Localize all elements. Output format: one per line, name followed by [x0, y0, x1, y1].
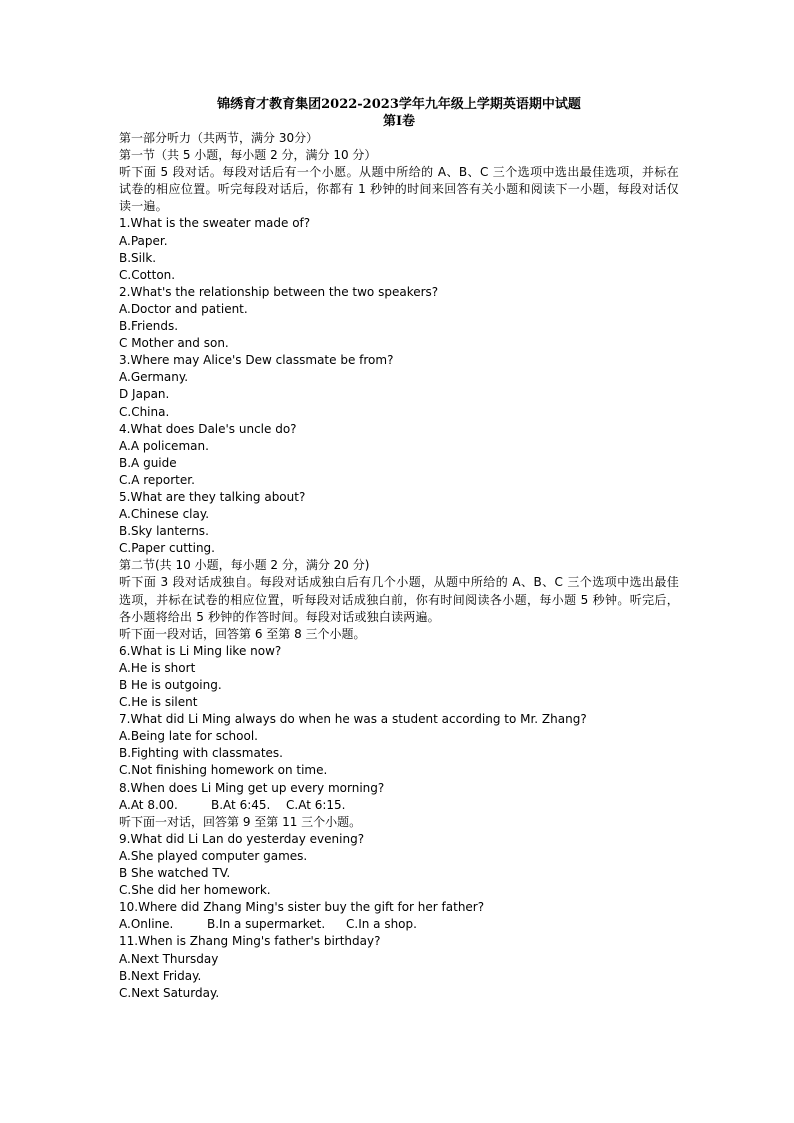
option: C.At 6:15.	[286, 797, 346, 812]
section1-heading: 第一节（共 5 小题，每小题 2 分，满分 10 分）	[119, 148, 377, 163]
option: C.In a shop.	[346, 917, 417, 932]
question-9: 9.What did Li Lan do yesterday evening?	[119, 831, 365, 846]
option: A.Doctor and patient.	[119, 301, 248, 316]
option: B.Silk.	[119, 250, 157, 265]
option: B.A guide	[119, 455, 177, 470]
option: C.She did her homework.	[119, 883, 271, 898]
question-8: 8.When does Li Ming get up every morning?	[119, 780, 385, 795]
group2-intro: 听下面一对话，回答第 9 至第 11 三个小题。	[119, 814, 362, 829]
question-3: 3.Where may Alice's Dew classmate be from?	[119, 353, 394, 368]
option: B.Friends.	[119, 319, 179, 334]
exam-content	[119, 96, 679, 1002]
option: B He is outgoing.	[119, 678, 222, 692]
group1-intro: 听下面一段对话，回答第 6 至第 8 三个小题。	[119, 626, 366, 641]
part1-heading: 第一部分听力（共两节，满分 30分）	[119, 131, 319, 145]
option: A.At 8.00.	[119, 797, 178, 812]
question-1: 1.What is the sweater made of?	[119, 216, 311, 231]
question-2: 2.What's the relationship between the two speakers?	[119, 284, 439, 299]
section2-heading: 第二节(共 10 小题，每小题 2 分，满分 20 分)	[119, 558, 370, 573]
option: B.Fighting with classmates.	[119, 746, 283, 761]
question-7: 7.What did Li Ming always do when he was a student according to Mr. Zhang?	[119, 712, 587, 727]
option: C.A reporter.	[119, 472, 195, 487]
option: C.Next Saturday.	[119, 985, 220, 1000]
question-11: 11.When is Zhang Ming's father's birthday?	[119, 934, 381, 949]
volume-label: 第I卷	[382, 114, 416, 129]
option: A.Online.	[119, 917, 174, 932]
option: C.Cotton.	[119, 267, 176, 282]
option: C.Not finishing homework on time.	[119, 763, 328, 778]
section1-instructions: 听下面 5 段对话。每段对话后有一个小愿。从题中所给的 A、B、C 三个选项中选出最佳选项，并标在试卷的相应位置。听完每段对话后，你都有 1 秒钟的时间来回答有关小题和阅读下一小题，每段对话仅读一遍。	[119, 165, 679, 214]
question-6: 6.What is Li Ming like now?	[119, 643, 282, 658]
option: A.Chinese clay.	[119, 507, 210, 522]
question-4: 4.What does Dale's uncle do?	[119, 421, 297, 436]
question-8-options	[119, 797, 679, 814]
question-10: 10.Where did Zhang Ming's sister buy the gift for her father?	[119, 900, 485, 915]
option: A.Being late for school.	[119, 729, 258, 744]
option: A.Germany.	[119, 370, 189, 385]
option: C.China.	[119, 404, 170, 419]
option: A.Paper.	[119, 233, 168, 248]
option: C Mother and son.	[119, 336, 229, 351]
option: B.Sky lanterns.	[119, 524, 209, 539]
option: B.At 6:45.	[211, 797, 271, 812]
option: A.A policeman.	[119, 438, 209, 453]
exam-title: 锦绣育才教育集团2022-2023学年九年级上学期英语期中试题	[217, 97, 581, 112]
question-10-options	[119, 916, 679, 933]
option: C.Paper cutting.	[119, 541, 215, 556]
option: A.Next Thursday	[119, 951, 219, 966]
option: B.In a supermarket.	[207, 917, 326, 932]
option: D Japan.	[119, 387, 170, 402]
option: C.He is silent	[119, 695, 198, 710]
question-5: 5.What are they talking about?	[119, 489, 306, 504]
option: A.She played computer games.	[119, 848, 308, 863]
option: B.Next Friday.	[119, 968, 202, 983]
option: B She watched TV.	[119, 866, 231, 881]
section2-instructions: 听下面 3 段对话成独自。每段对话成独白后有几个小题，从题中所给的 A、B、C 三个选项中选出最佳选项，并标在试卷的相应位置，听每段对话成独白前，你有时间阅读各小题，每小题 5 秒钟。听完后，各小题将给出 5 秒钟的作答时间。每段对话或独白读两遍。	[119, 575, 679, 624]
option: A.He is short	[119, 660, 196, 675]
